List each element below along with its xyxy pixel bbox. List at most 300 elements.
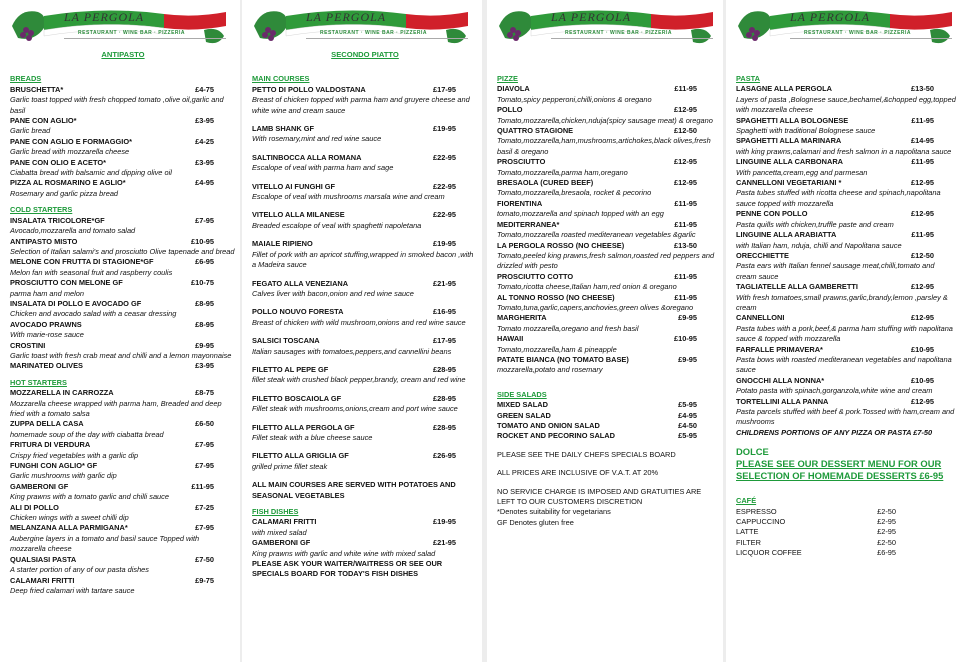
la-pergola-logo <box>246 4 470 54</box>
menu-item-row <box>10 299 236 309</box>
menu-page-antipasto <box>0 0 240 662</box>
menu-item-name: AVOCADO PRAWNS <box>10 319 82 329</box>
menu-item-description: King prawns with garlic and white wine with mixed salad <box>252 548 436 558</box>
menu-item-price: £6-95 <box>195 257 214 267</box>
menu-item-name: LINGUINE ALLA CARBONARA <box>736 157 844 167</box>
menu-item-name: ZUPPA DELLA CASA <box>10 419 84 429</box>
menu-item-price: £19-95 <box>432 239 456 249</box>
menu-item-name: CANNELLONI <box>736 313 785 323</box>
menu-item-description: fillet steak with crushed black pepper,brandy, cream and red wine <box>252 375 466 385</box>
menu-item-price: £2-50 <box>877 506 896 516</box>
menu-item-price: £9-95 <box>678 313 697 323</box>
menu-item-price: £11-95 <box>911 115 934 125</box>
menu-item-price: £7-50 <box>195 554 214 564</box>
menu-item-row <box>10 555 236 565</box>
menu-item-price: £7-95 <box>195 461 214 471</box>
menu-item-name: BRUSCHETTA* <box>10 84 64 94</box>
menu-item-description: with mixed salad <box>252 527 307 537</box>
menu-item-name: FILETTO AL PEPE GF <box>252 364 329 374</box>
menu-item-row <box>497 411 719 421</box>
menu-item-price: £8-95 <box>195 298 214 308</box>
veg-note: *Denotes suitability for vegetarians <box>497 507 611 517</box>
menu-item-price: £11-95 <box>674 84 697 94</box>
menu-item-description: homemade soup of the day with ciabatta bread <box>10 429 164 439</box>
childrens-portions-note: CHILDRENS PORTIONS OF ANY PIZZA OR PASTA £7-50 <box>736 427 933 437</box>
menu-item-row <box>497 105 719 115</box>
menu-item-name: GREEN SALAD <box>497 410 551 420</box>
menu-item-description: Tomato,mozzarella,parma ham,oregano <box>497 167 628 177</box>
menu-item-description: Deep fried calamari with tartare sauce <box>10 585 135 595</box>
menu-item-name: PIZZA AL ROSMARINO E AGLIO* <box>10 178 126 188</box>
menu-item-row <box>736 527 956 537</box>
menu-item-description: Tomato,mozzarella,ham,mushrooms,artichokes,black olives,fresh basil & oregano <box>497 136 711 156</box>
menu-item-row <box>10 576 236 586</box>
specials-note: PLEASE SEE THE DAILY CHEFS SPECIALS BOARD <box>497 449 676 459</box>
menu-item-description: Aubergine layers in a tomato and basil sauce Topped with mozzarella cheese <box>10 533 200 554</box>
pasta-content <box>736 74 956 559</box>
menu-item-price: £16-95 <box>432 307 456 317</box>
menu-item-row <box>497 126 719 136</box>
menu-item-name: VITELLO ALLA MILANESE <box>252 210 345 220</box>
hot-starters-list <box>10 388 236 596</box>
logo-title: LA PERGOLA <box>306 10 387 24</box>
menu-item-row <box>736 136 956 146</box>
menu-item-row <box>10 388 236 398</box>
menu-item-price: £17-95 <box>432 336 456 346</box>
menu-item-name: SALTINBOCCA ALLA ROMANA <box>252 152 362 162</box>
main-courses-list <box>252 85 478 480</box>
menu-page-pasta <box>726 0 960 662</box>
menu-item-name: LATTE <box>736 527 759 537</box>
menu-item-name: CALAMARI FRITTI <box>252 517 317 527</box>
menu-item-description: with Italian ham, nduja, chilli and Napolitana sauce <box>736 240 902 250</box>
menu-item-row <box>497 241 719 251</box>
menu-item-row <box>252 279 478 289</box>
menu-item-price: £19-95 <box>432 124 456 134</box>
menu-item-name: LASAGNE ALLA PERGOLA <box>736 84 832 94</box>
menu-item-row <box>497 178 719 188</box>
menu-item-row <box>497 84 719 94</box>
antipasto-content <box>10 50 236 596</box>
main-courses-note: ALL MAIN COURSES ARE SERVED WITH POTATOES AND SEASONAL VEGETABLES <box>252 480 456 500</box>
menu-item-name: GNOCCHI ALLA NONNA* <box>736 375 825 385</box>
menu-item-name: PANE CON AGLIO E FORMAGGIO* <box>10 136 132 146</box>
menu-item-name: ANTIPASTO MISTO <box>10 236 78 246</box>
cafe-list <box>736 507 956 559</box>
menu-item-row <box>252 423 478 433</box>
menu-item-name: CROSTINI <box>10 340 46 350</box>
menu-item-name: HAWAII <box>497 334 524 344</box>
menu-item-description: parma ham and melon <box>10 288 84 298</box>
menu-item-price: £13-50 <box>673 240 697 250</box>
logo-subtitle: RESTAURANT · WINE BAR · PIZZERIA <box>804 30 912 36</box>
menu-item-name: GAMBERONI GF <box>10 481 69 491</box>
menu-item-description: Tomato,mozzarella roasted mediteranean vegetables &garlic <box>497 230 696 240</box>
menu-item-description: Escalope of veal with parma ham and sage <box>252 163 394 173</box>
menu-item-price: £5-95 <box>678 431 697 441</box>
menu-item-name: FUNGHI CON AGLIO* GF <box>10 461 98 471</box>
menu-item-name: GAMBERONI GF <box>252 538 311 548</box>
menu-item-price: £21-95 <box>432 278 456 288</box>
menu-item-name: PETTO DI POLLO VALDOSTANA <box>252 84 366 94</box>
menu-item-description: Garlic mushrooms with garlic dip <box>10 471 117 481</box>
menu-item-price: £22-95 <box>432 181 456 191</box>
menu-item-row <box>736 548 956 558</box>
menu-item-name: TAGLIATELLE ALLA GAMBERETTI <box>736 282 858 292</box>
menu-item-price: £7-25 <box>195 502 214 512</box>
menu-item-row <box>736 157 956 167</box>
menu-item-price: £10-95 <box>910 375 934 385</box>
menu-item-row <box>736 230 956 240</box>
menu-item-name: SALSICI TOSCANA <box>252 336 320 346</box>
menu-item-description: Breast of chicken topped with parma ham and gruyere cheese and white wine and cream sauce <box>252 95 470 115</box>
menu-item-name: ESPRESSO <box>736 506 777 516</box>
menu-item-name: MARGHERITA <box>497 313 547 323</box>
menu-item-name: MELONE CON FRUTTA DI STAGIONE*GF <box>10 257 154 267</box>
menu-item-name: SPAGHETTI ALLA BOLOGNESE <box>736 115 849 125</box>
menu-item-description: Fillet steak with a blue cheese sauce <box>252 432 373 442</box>
menu-item-price: £2-95 <box>877 517 896 527</box>
menu-item-row <box>252 336 478 346</box>
menu-page-secondo <box>242 0 482 662</box>
menu-item-price: £9-95 <box>195 340 214 350</box>
menu-item-description: Pasta tubes with a pork,beef,& parma ham stuffing with napolitana sauce & topped with mozzarella <box>736 323 953 344</box>
cold-starters-list <box>10 216 236 372</box>
logo-title: LA PERGOLA <box>551 10 632 24</box>
menu-item-row <box>10 419 236 429</box>
menu-item-price: £12-95 <box>910 178 934 188</box>
menu-item-description: Chicken and avocado salad with a ceasar dressing <box>10 309 177 319</box>
menu-item-price: £3-95 <box>195 361 214 371</box>
section-title: BREADS <box>10 74 42 84</box>
menu-item-price: £12-95 <box>910 282 934 292</box>
menu-item-row <box>10 278 236 288</box>
menu-item-price: £6-50 <box>195 419 214 429</box>
section-title: HOT STARTERS <box>10 377 67 387</box>
menu-item-price: £28-95 <box>432 393 456 403</box>
menu-item-name: INSALATA TRICOLORE*GF <box>10 215 105 225</box>
menu-item-price: £4-95 <box>678 410 697 420</box>
menu-item-description: Potato pasta with spinach,gorganzola,white wine and cream <box>736 386 933 396</box>
menu-item-description: Garlic bread <box>10 126 51 136</box>
menu-item-row <box>252 124 478 134</box>
menu-item-description: Ciabatta bread with balsamic and dipping olive oil <box>10 168 172 178</box>
menu-item-price: £2-95 <box>877 527 896 537</box>
menu-item-price: £6-95 <box>877 548 896 558</box>
menu-item-name: FILETTO ALLA PERGOLA GF <box>252 422 355 432</box>
menu-item-price: £12-50 <box>673 126 697 136</box>
section-title: CAFÉ <box>736 496 757 506</box>
menu-item-price: £7-95 <box>195 523 214 533</box>
menu-item-price: £8-95 <box>195 319 214 329</box>
menu-item-row <box>497 400 719 410</box>
menu-item-price: £13-50 <box>910 84 934 94</box>
menu-item-row <box>736 507 956 517</box>
la-pergola-logo <box>730 4 954 54</box>
menu-item-description: Pasta ears with Italian fennel sausage meat,chilli,tomato and cream sauce <box>736 261 935 281</box>
menu-item-name: SPAGHETTI ALLA MARINARA <box>736 136 842 146</box>
menu-item-name: POLLO <box>497 105 523 115</box>
menu-item-name: PROSCIUTTO CON MELONE GF <box>10 278 123 288</box>
menu-item-price: £19-95 <box>432 517 456 527</box>
menu-item-price: £11-95 <box>911 157 934 167</box>
menu-item-description: Italian sausages with tomatoes,peppers,and cannellini beans <box>252 346 452 356</box>
logo-title: LA PERGOLA <box>790 10 871 24</box>
menu-item-description: Tomato,spicy pepperoni,chilli,onions & oregano <box>497 94 652 104</box>
menu-item-row <box>10 361 236 371</box>
menu-item-description: Mozzarella cheese wrapped with parma ham, Breaded and deep fried with a tomato salsa <box>10 398 222 418</box>
menu-item-name: FILETTO ALLA GRIGLIA GF <box>252 451 349 461</box>
menu-item-name: CANNELLONI VEGETARIANI * <box>736 178 842 188</box>
menu-item-price: £9-75 <box>195 575 214 585</box>
menu-item-description: mozzarella,potato and rosemary <box>497 365 603 375</box>
menu-item-name: LINGUINE ALLA ARABIATTA <box>736 230 837 240</box>
menu-item-price: £28-95 <box>432 364 456 374</box>
menu-item-name: MOZZARELLA IN CARROZZA <box>10 388 114 398</box>
menu-item-price: £11-95 <box>674 219 697 229</box>
menu-item-row <box>497 293 719 303</box>
menu-item-description: Escalope of veal with mushrooms marsala wine and cream <box>252 192 445 202</box>
menu-item-description: Tomato,tuna,garlic,capers,anchovies,green olives &oregano <box>497 302 694 312</box>
menu-item-name: PATATE BIANCA (NO TOMATO BASE) <box>497 354 629 364</box>
section-title: FISH DISHES <box>252 507 299 516</box>
menu-page-pizze <box>487 0 723 662</box>
gf-note: GF Denotes gluten free <box>497 517 574 527</box>
menu-item-price: £11-95 <box>191 481 214 491</box>
menu-item-name: PENNE CON POLLO <box>736 209 808 219</box>
menu-item-name: FILTER <box>736 537 761 547</box>
secondo-content <box>252 50 478 580</box>
menu-item-price: £28-95 <box>432 422 456 432</box>
menu-item-name: FILETTO BOSCAIOLA GF <box>252 393 342 403</box>
menu-item-description: King prawns with a tomato garlic and chilli sauce <box>10 492 169 502</box>
section-title: PIZZE <box>497 74 518 83</box>
menu-item-price: £7-95 <box>195 215 214 225</box>
menu-item-row <box>497 355 719 365</box>
menu-item-row <box>736 517 956 527</box>
side-salads-list <box>497 400 719 442</box>
menu-item-name: PANE CON AGLIO* <box>10 116 77 126</box>
menu-item-description: Selection of Italian salami's and prosciutto Olive tapenade and bread <box>10 246 235 256</box>
menu-item-description: Layers of pasta ,Bolognese sauce,bechamel,&chopped egg,topped with mozzarella cheese <box>736 94 956 115</box>
menu-item-description: Pasta parcels stuffed with beef & pork.Tossed with ham,cream and mushrooms <box>736 407 955 427</box>
menu-item-description: Tomato,peeled king prawns,fresh salmon,roasted red peppers and drizzled with pesto <box>497 250 715 271</box>
menu-item-price: £9-95 <box>678 354 697 364</box>
logo-divider <box>551 38 713 39</box>
menu-item-description: Calves liver with bacon,onion and red wine sauce <box>252 288 414 298</box>
logo-subtitle: RESTAURANT · WINE BAR · PIZZERIA <box>320 30 428 36</box>
la-pergola-logo <box>491 4 715 54</box>
menu-item-row <box>736 538 956 548</box>
menu-item-name: PANE CON OLIO E ACETO* <box>10 157 106 167</box>
menu-item-name: ALI DI POLLO <box>10 502 59 512</box>
menu-item-price: £11-95 <box>674 292 697 302</box>
menu-item-price: £14-95 <box>910 136 934 146</box>
menu-item-price: £8-75 <box>195 388 214 398</box>
menu-item-name: QUATTRO STAGIONE <box>497 126 574 136</box>
menu-item-row <box>736 84 956 94</box>
menu-item-name: MIXED SALAD <box>497 400 548 410</box>
menu-item-name: LAMB SHANK GF <box>252 124 314 134</box>
menu-item-description: Fillet steak with mushrooms,onions,cream and port wine sauce <box>252 404 458 414</box>
menu-item-row <box>252 394 478 404</box>
menu-item-price: £11-95 <box>911 230 934 240</box>
menu-item-price: £12-50 <box>910 250 934 260</box>
menu-item-description: grilled prime fillet steak <box>252 461 328 471</box>
menu-item-price: £2-50 <box>877 537 896 547</box>
menu-item-name: INSALATA DI POLLO E AVOCADO GF <box>10 298 142 308</box>
section-title: SIDE SALADS <box>497 389 547 399</box>
menu-item-price: £11-95 <box>674 271 697 281</box>
menu-item-row <box>252 538 478 548</box>
menu-item-price: £17-95 <box>432 84 456 94</box>
menu-item-row <box>736 116 956 126</box>
menu-item-price: £10-75 <box>190 278 214 288</box>
menu-item-description: Melon fan with seasonal fruit and raspberry coulis <box>10 267 173 277</box>
menu-item-row <box>497 272 719 282</box>
menu-item-row <box>10 85 236 95</box>
menu-item-name: MEDITERRANEA* <box>497 219 560 229</box>
menu-item-row <box>10 482 236 492</box>
menu-item-row <box>10 216 236 226</box>
menu-item-name: FEGATO ALLA VENEZIANA <box>252 278 349 288</box>
menu-item-price: £4-75 <box>195 84 214 94</box>
menu-item-name: CAPPUCCINO <box>736 517 786 527</box>
menu-item-name: PROSCIUTTO <box>497 157 546 167</box>
menu-item-description: Tomato mozzarella,oregano and fresh basil <box>497 323 639 333</box>
menu-item-row <box>10 158 236 168</box>
menu-item-name: AL TONNO ROSSO (NO CHEESE) <box>497 292 615 302</box>
menu-item-row <box>10 178 236 188</box>
menu-item-row <box>10 257 236 267</box>
menu-item-description: With pancetta,cream,egg and parmesan <box>736 167 868 177</box>
menu-item-price: £26-95 <box>432 451 456 461</box>
menu-item-price: £11-95 <box>674 198 697 208</box>
menu-item-price: £21-95 <box>432 538 456 548</box>
menu-item-description: Crispy fried vegetables with a garlic dip <box>10 450 139 460</box>
menu-item-price: £12-95 <box>673 157 697 167</box>
menu-item-name: LICQUOR COFFEE <box>736 548 802 558</box>
menu-item-row <box>736 251 956 261</box>
section-heading: SECONDO PIATTO <box>331 50 399 59</box>
menu-item-price: £12-95 <box>910 396 934 406</box>
menu-item-price: £12-95 <box>673 105 697 115</box>
logo-divider <box>790 38 952 39</box>
menu-item-row <box>736 313 956 323</box>
menu-item-row <box>736 345 956 355</box>
menu-item-name: TORTELLINI ALLA PANNA <box>736 396 829 406</box>
menu-item-row <box>10 320 236 330</box>
logo-divider <box>64 38 226 39</box>
menu-item-row <box>10 461 236 471</box>
fish-list <box>252 517 478 559</box>
menu-item-row <box>252 517 478 527</box>
menu-item-name: FIORENTINA <box>497 198 543 208</box>
menu-item-name: DIAVOLA <box>497 84 530 94</box>
menu-item-description: Breast of chicken with wild mushroom,onions and red wine sauce <box>252 317 466 327</box>
menu-item-row <box>10 237 236 247</box>
menu-item-description: A starter portion of any of our pasta dishes <box>10 565 149 575</box>
menu-item-price: £3-95 <box>195 116 214 126</box>
section-title: MAIN COURSES <box>252 74 310 84</box>
menu-item-row <box>736 397 956 407</box>
menu-item-name: QUALSIASI PASTA <box>10 554 77 564</box>
fish-note: PLEASE ASK YOUR WAITER/WAITRESS OR SEE OUR SPECIALS BOARD FOR TODAY'S FISH DISHES <box>252 559 443 579</box>
menu-item-description: Tomato,ricotta cheese,Italian ham,red onion & oregano <box>497 282 677 292</box>
menu-item-name: MARINATED OLIVES <box>10 361 83 371</box>
menu-item-row <box>252 307 478 317</box>
menu-item-price: £22-95 <box>432 152 456 162</box>
logo-title: LA PERGOLA <box>64 10 145 24</box>
menu-item-description: Breaded escalope of veal with spaghetti napoletana <box>252 220 422 230</box>
menu-item-name: FRITURA DI VERDURA <box>10 440 91 450</box>
menu-item-price: £5-95 <box>678 400 697 410</box>
menu-item-row <box>10 341 236 351</box>
menu-item-price: £12-95 <box>910 313 934 323</box>
menu-item-description: tomato,mozzarella and spinach topped with an egg <box>497 209 664 219</box>
menu-item-name: FARFALLE PRIMAVERA* <box>736 344 823 354</box>
menu-item-name: VITELLO AI FUNGHI GF <box>252 181 336 191</box>
menu-item-row <box>497 421 719 431</box>
vat-note: ALL PRICES ARE INCLUSIVE OF V.A.T. AT 20% <box>497 468 659 478</box>
menu-item-description: With fresh tomatoes,small prawns,garlic,brandy,lemon ,parsley & cream <box>736 292 948 312</box>
menu-item-row <box>736 376 956 386</box>
menu-item-price: £3-95 <box>195 157 214 167</box>
menu-item-name: MELANZANA ALLA PARMIGANA* <box>10 523 128 533</box>
menu-item-row <box>10 440 236 450</box>
menu-item-price: £12-95 <box>910 209 934 219</box>
menu-item-row <box>497 157 719 167</box>
menu-item-description: With marie-rose sauce <box>10 330 84 340</box>
menu-item-description: with king prawns,calamari and fresh salmon in a napolitana sauce <box>736 146 952 156</box>
menu-item-name: PROSCIUTTO COTTO <box>497 271 574 281</box>
dolce-text: PLEASE SEE OUR DESSERT MENU FOR OUR SELECTION OF HOMEMADE DESSERTS £6-95 <box>736 458 944 482</box>
menu-item-description: Tomato,mozzarella,bresaola, rocket & pecorino <box>497 188 652 198</box>
section-title: COLD STARTERS <box>10 205 73 215</box>
service-note: NO SERVICE CHARGE IS IMPOSED AND GRATUITIES ARE LEFT TO OUR CUSTOMERS DISCRETION <box>497 486 702 507</box>
menu-item-row <box>497 334 719 344</box>
menu-item-description: Pasta quills with chicken,truffle paste and cream <box>736 219 894 229</box>
menu-item-row <box>10 523 236 533</box>
menu-item-row <box>736 282 956 292</box>
menu-item-description: Pasta bows with roasted mediteranean vegetables and napolitana sauce <box>736 354 952 375</box>
menu-item-row <box>10 116 236 126</box>
menu-item-name: CALAMARI FRITTI <box>10 575 75 585</box>
menu-item-description: Fillet of pork with an apricot stuffing,wrapped in smoked bacon ,with a Madeira sauce <box>252 249 474 270</box>
menu-item-row <box>252 182 478 192</box>
menu-item-row <box>497 431 719 441</box>
section-heading: ANTIPASTO <box>101 50 145 59</box>
menu-item-price: £10-95 <box>910 344 934 354</box>
menu-item-name: ROCKET AND PECORINO SALAD <box>497 431 615 441</box>
menu-item-row <box>497 313 719 323</box>
pasta-list <box>736 84 956 427</box>
menu-item-row <box>252 451 478 461</box>
la-pergola-logo <box>4 4 228 54</box>
menu-item-description: Garlic toast topped with fresh chopped tomato ,olive oil,garlic and basil <box>10 95 224 115</box>
menu-item-row <box>252 239 478 249</box>
menu-item-price: £4-50 <box>678 421 697 430</box>
menu-item-description: Garlic bread with mozzarella cheese <box>10 147 130 157</box>
menu-item-name: BRESAOLA (CURED BEEF) <box>497 178 594 188</box>
menu-item-name: TOMATO AND ONION SALAD <box>497 421 600 430</box>
menu-item-row <box>252 153 478 163</box>
menu-item-row <box>10 503 236 513</box>
menu-item-price: £4-95 <box>195 178 214 188</box>
menu-item-row <box>252 365 478 375</box>
menu-item-row <box>10 137 236 147</box>
menu-item-price: £10-95 <box>673 334 697 344</box>
